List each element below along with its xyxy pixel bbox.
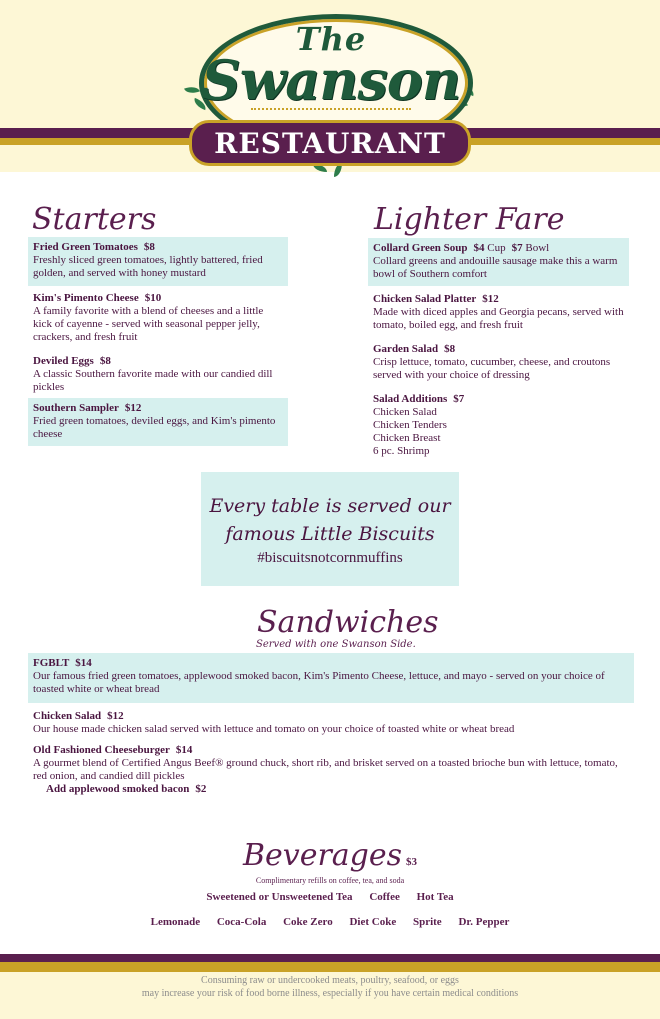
item-desc: Collard greens and andouille sausage make this a warm bowl of Southern comfort	[373, 255, 618, 280]
beverage-item: Coca-Cola	[216, 916, 267, 928]
beverage-item: Lemonade	[150, 916, 201, 928]
item-name: Southern Sampler	[33, 402, 119, 414]
biscuit-callout	[201, 472, 459, 586]
item-price: $12	[482, 293, 499, 305]
beverage-item: Sweetened or Unsweetened Tea	[206, 891, 353, 903]
item-desc: Fried green tomatoes, deviled eggs, and Kim's pimento cheese	[33, 415, 276, 440]
beverages-row	[0, 916, 660, 928]
callout-line: Every table is served our	[209, 495, 451, 517]
menu-item	[28, 706, 634, 740]
item-price: $8	[444, 343, 456, 355]
item-option: Chicken Breast	[373, 432, 441, 444]
item-name: Garden Salad	[373, 343, 439, 355]
beverage-item: Diet Coke	[349, 916, 397, 928]
sandwiches-subtitle: Served with one Swanson Side.	[256, 639, 416, 650]
item-size: Cup	[487, 242, 506, 254]
item-option: Chicken Salad	[373, 406, 437, 418]
menu-item	[368, 289, 629, 336]
item-name: Kim's Pimento Cheese	[33, 292, 139, 304]
addon-price: $2	[195, 783, 207, 795]
food-safety-notice: may increase your risk of food borne illness, especially if you have certain medical conditions	[141, 988, 519, 999]
item-price: $7	[453, 393, 465, 405]
restaurant-logo	[185, 8, 477, 180]
callout-hashtag: #biscuitsnotcornmuffins	[257, 550, 403, 566]
beverage-item: Hot Tea	[416, 891, 454, 903]
item-desc: A classic Southern favorite made with our candied dill pickles	[33, 368, 273, 393]
logo-the: The	[295, 20, 367, 58]
menu-item	[28, 288, 288, 348]
menu-item	[28, 398, 288, 446]
item-size: Bowl	[525, 242, 550, 254]
item-name: Chicken Salad	[33, 710, 102, 722]
item-desc: A gourmet blend of Certified Angus Beef® ground chuck, short rib, and brisket served on a toasted brioche bun with lettuce, tomato, red onion, and candied dill pickles	[33, 757, 618, 782]
item-desc: A family favorite with a blend of cheeses and a little kick of cayenne - served with seasonal pepper jelly, crackers, and fresh fruit	[33, 305, 264, 343]
item-desc: Made with diced apples and Georgia pecans, served with tomato, boiled egg, and fresh fruit	[373, 306, 624, 331]
item-price: $12	[124, 402, 142, 414]
item-name: Chicken Salad Platter	[373, 293, 477, 305]
item-name: FGBLT	[33, 657, 70, 669]
menu-item	[28, 653, 634, 703]
beverages-heading	[0, 838, 660, 873]
logo-banner-text: RESTAURANT	[214, 126, 446, 160]
item-desc: Crisp lettuce, tomato, cucumber, cheese, and croutons served with your choice of dressing	[373, 356, 611, 381]
beverages-row	[0, 891, 660, 903]
item-name: Fried Green Tomatoes	[33, 241, 138, 253]
item-option: 6 pc. Shrimp	[373, 445, 430, 457]
item-name: Collard Green Soup	[373, 242, 468, 254]
logo-banner	[189, 120, 471, 166]
beverages-note: Complimentary refills on coffee, tea, and soda	[255, 876, 405, 885]
item-price: $7	[511, 242, 523, 254]
food-safety-notice: Consuming raw or undercooked meats, poultry, seafood, or eggs	[201, 975, 459, 986]
logo-name: Swanson	[201, 48, 461, 112]
beverages-title: Beverages	[242, 838, 403, 873]
item-option: Chicken Tenders	[373, 419, 447, 431]
menu-item	[368, 389, 629, 462]
item-desc: Freshly sliced green tomatoes, lightly battered, fried golden, and served with honey mustard	[33, 254, 263, 279]
item-desc: Our famous fried green tomatoes, applewood smoked bacon, Kim's Pimento Cheese, lettuce, and mayo - served on your choice of toasted white or wheat bread	[33, 670, 605, 695]
item-name: Old Fashioned Cheeseburger	[33, 744, 170, 756]
item-price: $10	[144, 292, 162, 304]
menu-item	[28, 740, 634, 800]
menu-item	[28, 237, 288, 286]
footer-stripe-purple	[0, 954, 660, 962]
callout-line: famous Little Biscuits	[225, 523, 435, 545]
item-addon	[33, 783, 629, 796]
menu-item	[368, 339, 629, 386]
item-name: Salad Additions	[373, 393, 448, 405]
item-price: $8	[99, 355, 111, 367]
beverage-item: Coke Zero	[283, 916, 333, 928]
lighter-fare-title: Lighter Fare	[374, 202, 565, 237]
menu-item	[368, 238, 629, 286]
beverage-item: Dr. Pepper	[458, 916, 510, 928]
item-price: $12	[107, 710, 124, 722]
starters-title: Starters	[32, 202, 157, 237]
beverage-item: Sprite	[412, 916, 442, 928]
beverages-price: $3	[406, 856, 418, 868]
menu-item	[28, 351, 288, 398]
item-price: $8	[143, 241, 155, 253]
item-price: $4	[473, 242, 485, 254]
sandwiches-title: Sandwiches	[257, 605, 439, 640]
addon-name: Add applewood smoked bacon	[46, 783, 190, 795]
item-name: Deviled Eggs	[33, 355, 94, 367]
footer-stripe-gold	[0, 962, 660, 972]
item-price: $14	[75, 657, 92, 669]
beverage-item: Coffee	[369, 891, 400, 903]
logo-flourish	[251, 108, 411, 120]
item-price: $14	[175, 744, 193, 756]
item-desc: Our house made chicken salad served with lettuce and tomato on your choice of toasted white or wheat bread	[33, 723, 515, 735]
